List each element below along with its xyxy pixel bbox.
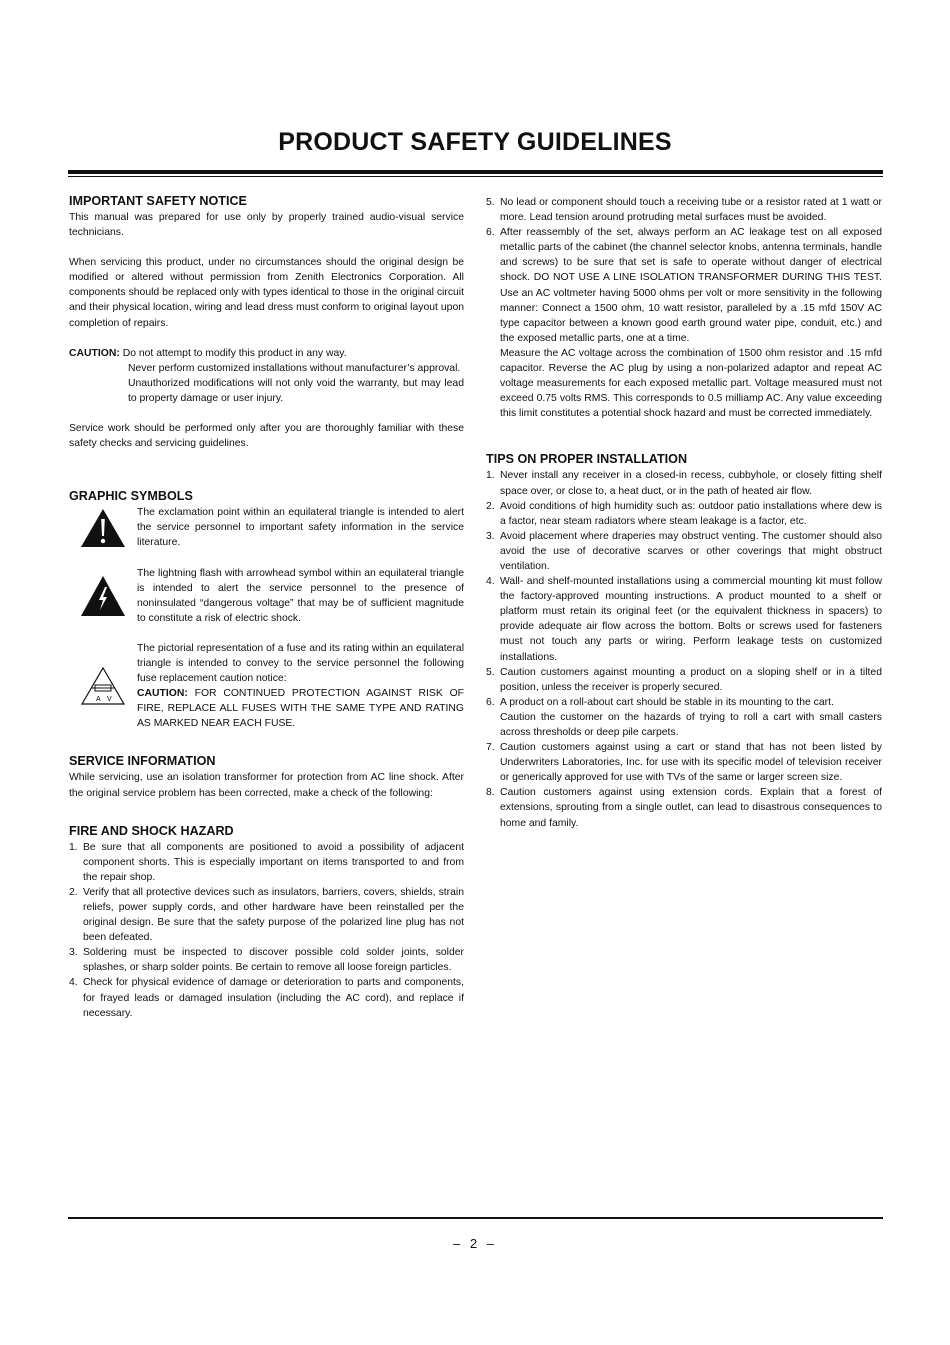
exclamation-triangle-icon [69,505,137,550]
exclamation-symbol-row [69,505,464,550]
list-item: 1. Be sure that all components are positioned to avoid a possibility of adjacent component shorts. This is especially important on items transported to and from the repair shop. [69,841,464,883]
list-item: 3. Soldering must be inspected to discover possible cold solder joints, solder splashes, or sharp solder points. Be certain to remove all loose foreign particles. [69,947,464,974]
caution-label: CAUTION: [69,347,120,359]
tips-installation-section [486,451,882,830]
important-notice-paragraph-3: Service work should be performed only after you are thoroughly familiar with these safety checks and servicing guidelines. [69,423,464,450]
fire-shock-hazard-section [69,823,464,1021]
list-item: 4. Wall- and shelf-mounted installations using a commercial mounting kit must follow the factory-approved mounting instructions. A product mounted to a shelf or platform must retain its original feet (or the equivalent thickness in spacers) to provide adequate air flow across the bottom. Bolts or screws used for fasteners must not touch any parts or wiring. Perform leakage tests on customized installations. [486,576,882,663]
list-item: 6. A product on a roll-about cart should be stable in its mounting to the cart. Caution the customer on the hazards of trying to roll a cart with small casters across thresholds or deep pile carpets. [486,695,882,740]
list-item: 8. Caution customers against using extension cords. Explain that a forest of extensions, sprouting from a single outlet, can lead to disastrous consequences to home and family. [486,787,882,829]
important-notice-paragraph-1: This manual was prepared for use only by properly trained audio-visual service technicians. [69,212,464,239]
list-item: 7. Caution customers against using a cart or stand that has not been listed by Underwriters Laboratories, Inc. for use with its specific model of television receiver or generically approved for use with TVs of the same or larger screen size. [486,742,882,784]
list-item: 2. Verify that all protective devices such as insulators, barriers, covers, shields, strain reliefs, power supply cords, and other hardware have been reinstalled per the original design. Be sure that the safety purpose of the polarized line plug has not been defeated. [69,886,464,944]
fire-shock-hazard-continued [486,195,882,421]
lightning-symbol-text: The lightning flash with arrowhead symbol within an equilateral triangle is intended to alert the service personnel to the presence of noninsulated “dangerous voltage” that may be of sufficient magnitude to constitute a risk of electric shock. [137,567,464,624]
list-item: 6. After reassembly of the set, always perform an AC leakage test on all exposed metallic parts of the cabinet (the channel selector knobs, antenna terminals, handle and screws) to be sure that set is safe to operate without danger of electrical shock. DO NOT USE A LINE ISOLATION TRANSFORMER DURING THIS TEST. Use an AC voltmeter having 5000 ohms per volt or more sensitivity in the following manner: Connect a 1500 ohm, 10 watt resistor, paralleled by a .15 mfd 150V AC type capacitor between a known good earth ground water pipe, conduit, etc.) and the exposed metallic parts, one at a time. Measure the AC voltage across the combination of 1500 ohm resistor and .15 mfd capacitor. Reverse the AC plug by using a non-polarized adaptor and repeat AC voltage measurements for each exposed metallic part. Voltage measured must not exceed 0.75 volts RMS. This corresponds to 0.5 milliamp AC. Any value exceeding this limit constitutes a potential shock hazard and must be corrected immediately. [486,225,882,421]
caution-line-2: Never perform customized installations without manufacturer’s approval. [128,362,461,374]
tips-installation-heading: TIPS ON PROPER INSTALLATION [486,452,688,467]
fire-shock-hazard-heading: FIRE AND SHOCK HAZARD [69,823,234,838]
important-notice-paragraph-2: When servicing this product, under no circumstances should the original design be modified or altered without permission from Zenith Electronics Corporation. All components should be replaced only with types identical to those in the original circuit and their physical location, wiring and lead dress must conform to original layout upon completion of repairs. [69,257,464,329]
fuse-icon-v-label: V [107,696,112,704]
tips-installation-list [486,468,882,830]
fuse-symbol-text: The pictorial representation of a fuse and its rating within an equilateral triangle is intended to convey to the service personnel the following fuse replacement caution notice: [137,642,464,685]
fire-shock-list [69,840,464,1021]
important-safety-notice-heading: IMPORTANT SAFETY NOTICE [69,194,247,208]
graphic-symbols-heading: GRAPHIC SYMBOLS [69,489,193,504]
footer-rule [68,1217,883,1219]
important-safety-notice-section [69,193,464,451]
left-column [69,193,464,1021]
right-column [486,195,882,831]
page-number: – 2 – [453,1236,497,1251]
caution-line-1 [69,346,464,361]
cart-caution-text: Caution the customer on the hazards of trying to roll a cart with small casters across thresholds or deep pile carpets. [500,711,882,738]
list-item: 5. No lead or component should touch a receiving tube or a resistor rated at 1 watt or more. Lead tension around protruding metal surfaces must be avoided. [486,197,882,224]
leakage-test-measurement: Measure the AC voltage across the combination of 1500 ohm resistor and .15 mfd capacitor. Reverse the AC plug by using a non-polarized adaptor and repeat AC voltage measurements for each exposed metallic part. Voltage measured must not exceed 0.75 volts RMS. This corresponds to 0.5 milliamp AC. Any value exceeding this limit constitutes a potential shock hazard and must be corrected immediately. [500,347,882,420]
fuse-caution-label: CAUTION: [137,688,188,700]
service-information-paragraph: While servicing, use an isolation transformer for protection from AC line shock. After the original service problem has been corrected, make a check of the following: [69,772,464,799]
exclamation-symbol-text: The exclamation point within an equilateral triangle is intended to alert the service personnel to important safety information in the service literature. [137,507,464,549]
fuse-triangle-icon [69,641,137,732]
list-item: 4. Check for physical evidence of damage or deterioration to parts and components, for frayed leads or damaged insulation (including the AC cord), and replace if necessary. [69,977,464,1019]
page-title: PRODUCT SAFETY GUIDELINES [278,128,672,156]
fuse-caution-text: FOR CONTINUED PROTECTION AGAINST RISK OF FIRE, REPLACE ALL FUSES WITH THE SAME TYPE AND RATING AS MARKED NEAR EACH FUSE. [137,688,464,730]
list-item: 5. Caution customers against mounting a product on a sloping shelf or in a tilted position, unless the receiver is properly secured. [486,666,882,693]
fuse-symbol-row [69,641,464,732]
fuse-icon-a-label: A [96,696,101,704]
title-rule-thin [68,176,883,177]
fuse-caution-notice [137,686,464,731]
list-item: 3. Avoid placement where draperies may obstruct venting. The customer should also avoid the use of decorative scarves or other coverings that might obstruct ventilation. [486,530,882,572]
service-information-heading: SERVICE INFORMATION [69,754,216,769]
title-rule-thick [68,170,883,174]
lightning-symbol-row [69,566,464,626]
caution-text-1: Do not attempt to modify this product in any way. [122,347,347,359]
graphic-symbols-section [69,488,464,731]
service-information-section [69,753,464,800]
lightning-triangle-icon [69,566,137,626]
fire-shock-list-continued [486,195,882,421]
list-item: 1. Never install any receiver in a closed-in recess, cubbyhole, or closely fitting shelf space over, or close to, a heat duct, or in the path of heated air flow. [486,470,882,497]
list-item: 2. Avoid conditions of high humidity such as: outdoor patio installations where dew is a factor, near steam radiators where steam leakage is a factor, etc. [486,500,882,527]
caution-line-3: Unauthorized modifications will not only void the warranty, but may lead to property damage or user injury. [128,377,464,404]
